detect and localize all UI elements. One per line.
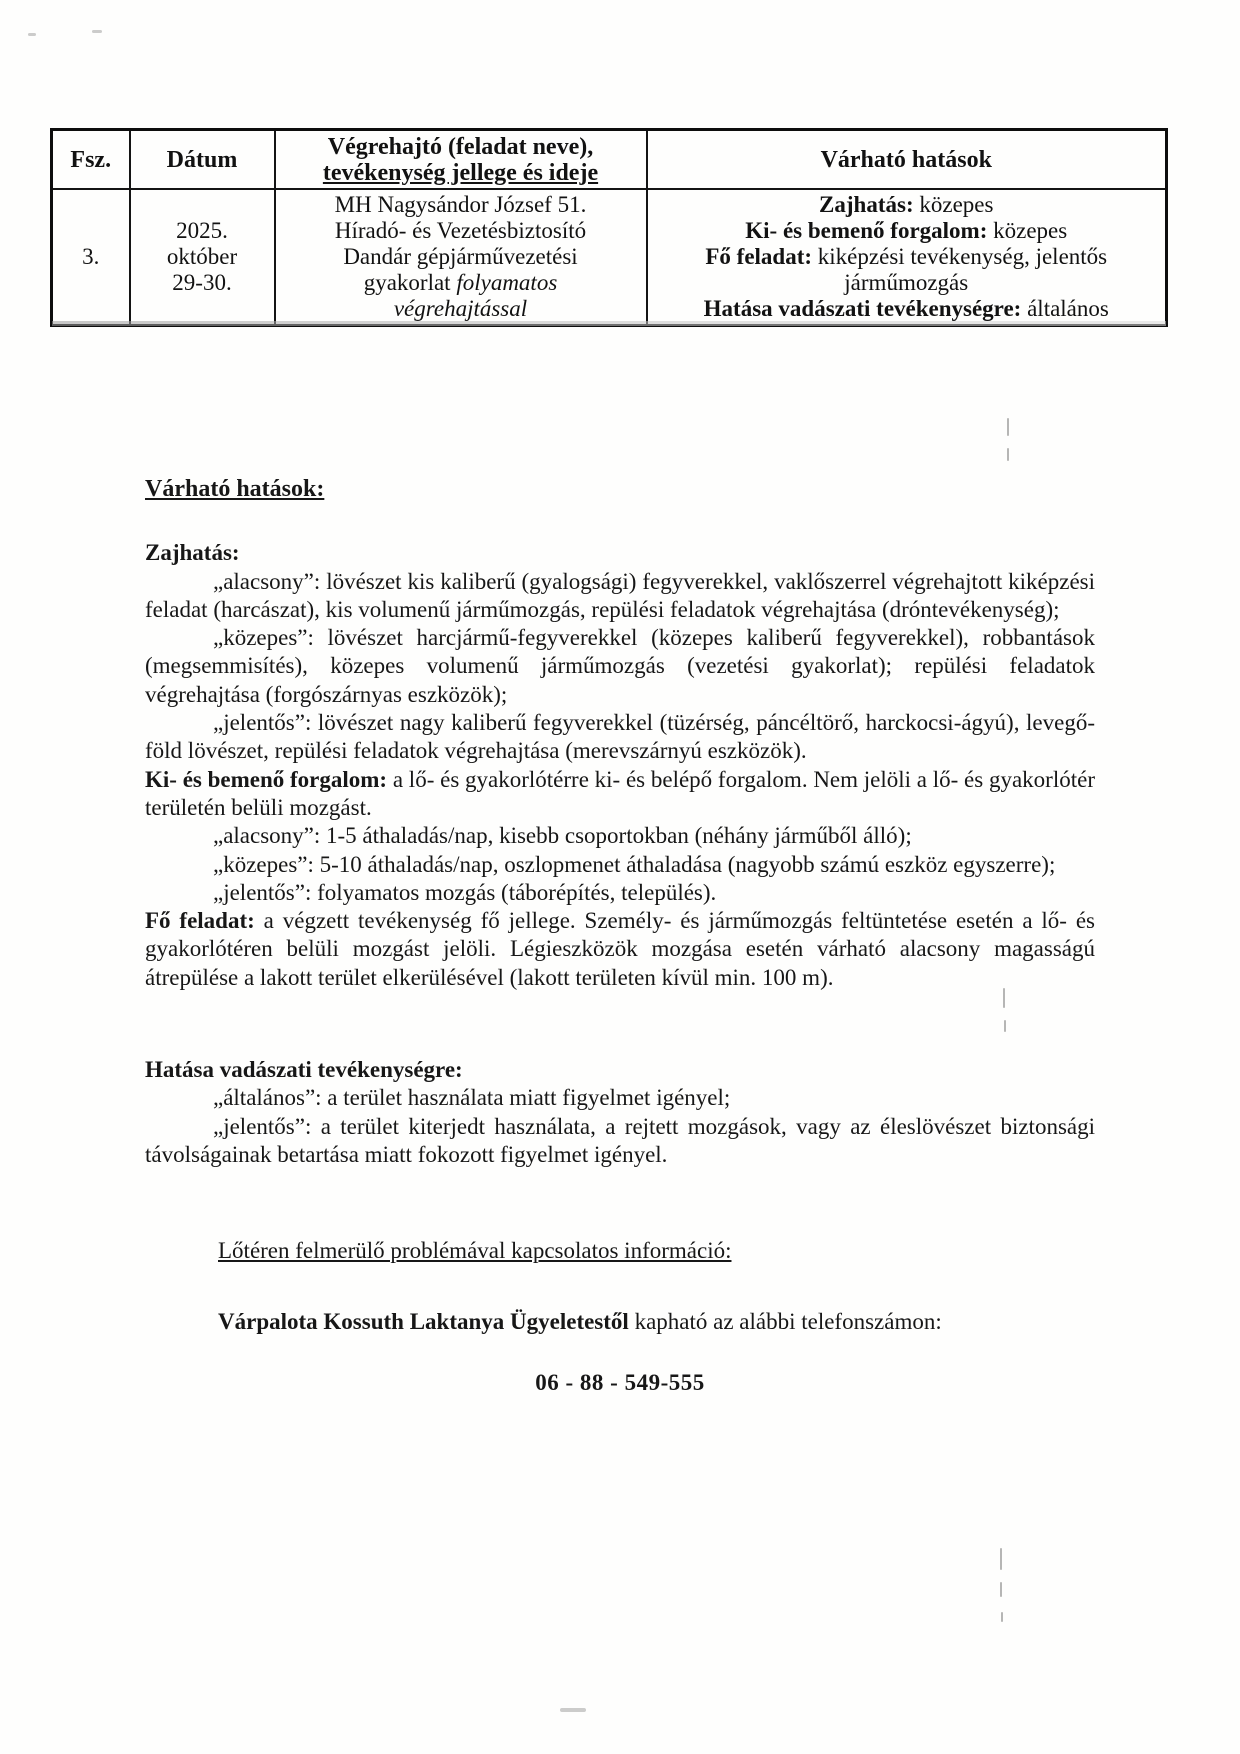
- effect-line: [654, 296, 1160, 322]
- cell-executor: [275, 189, 647, 326]
- effect-label: Ki- és bemenő forgalom:: [745, 218, 988, 243]
- scan-artifact: [1000, 1582, 1002, 1597]
- effect-line: [654, 218, 1160, 244]
- executor-line: Híradó- és Vezetésbiztosító: [334, 218, 587, 243]
- zajhatas-paragraph-kozepes: „közepes”: lövészet harcjármű-fegyverekkel (közepes kaliberű fegyverekkel), robbantások (megsemmisítés), közepes volumenű járműmozgás (vezetési gyakorlat); repülési feladatok végrehajtása (forgószárnyas eszközök);: [145, 625, 1095, 707]
- heading-forgalom: Ki- és bemenő forgalom:: [145, 766, 388, 792]
- effect-line: [654, 192, 1160, 218]
- vadaszat-item-jelentos: „jelentős”: a terület kiterjedt használata, a rejtett mozgások, vagy az éleslövészet biztonsági távolságainak betartása miatt fokozott figyelmet igényel.: [145, 1113, 1095, 1167]
- scan-speck: [28, 33, 36, 36]
- header-executor-line1: Végrehajtó (feladat neve),: [327, 133, 594, 160]
- executor-line: MH Nagysándor József 51.: [334, 192, 587, 217]
- zajhatas-paragraph-alacsony: „alacsony”: lövészet kis kaliberű (gyalogsági) fegyverekkel, vaklőszerrel végrehajtott kiképzési feladat (harcászat), kis volumenű járműmozgás, repülési feladatok végrehajtása (dróntevékenység);: [145, 568, 1095, 622]
- forgalom-item-jelentos: „jelentős”: folyamatos mozgás (táborépítés, település).: [213, 879, 717, 905]
- info-heading: Lőtéren felmerülő problémával kapcsolatos információ:: [218, 1238, 732, 1264]
- schedule-table: [50, 128, 1168, 327]
- effect-value: általános: [1021, 296, 1109, 321]
- cell-effects: [647, 189, 1167, 326]
- effect-label: Zajhatás:: [819, 192, 914, 217]
- executor-line: [282, 296, 640, 322]
- cell-datum: [130, 189, 275, 326]
- scan-artifact: [1000, 1548, 1002, 1570]
- vadaszat-item-altalanos: „általános”: a terület használata miatt figyelmet igényel;: [213, 1085, 731, 1111]
- fo-feladat-paragraph: [145, 907, 1095, 992]
- phone-number: 06 - 88 - 549-555: [535, 1369, 705, 1395]
- forgalom-item-alacsony: „alacsony”: 1-5 áthaladás/nap, kisebb csoportokban (néhány járműből álló);: [213, 823, 912, 849]
- zajhatas-paragraph-jelentos: „jelentős”: lövészet nagy kaliberű fegyverekkel (tüzérség, páncéltörő, harckocsi-ágyú), levegő-föld lövészet, repülési feladatok végrehajtása (merevszárnyú eszközök).: [145, 710, 1095, 764]
- effect-line: [654, 244, 1160, 296]
- executor-line: [282, 270, 640, 296]
- executor-italic-text: végrehajtással: [393, 296, 528, 321]
- contact-line: [218, 1308, 1095, 1336]
- forgalom-lead-text: a lő- és gyakorlótérre ki- és belépő forgalom. Nem jelöli a lő- és gyakorlótér területén belüli mozgást.: [145, 766, 1095, 820]
- scan-artifact: [1007, 418, 1009, 436]
- executor-line: Dandár gépjárművezetési: [343, 244, 578, 269]
- contact-text: kapható az alábbi telefonszámon:: [628, 1308, 942, 1334]
- header-executor: [275, 130, 647, 190]
- executor-italic-text: folyamatos: [456, 270, 558, 295]
- fo-feladat-text: a végzett tevékenység fő jellege. Személy- és járműmozgás feltüntetése esetén a lő- és gyakorlótéren belüli mozgást jelöli. Légieszközök mozgása esetén várható alacsony magasságú átrepülése a lakott terület elkerülésével (lakott területen kívül min. 100 m).: [145, 908, 1095, 990]
- datum-line: 2025.: [176, 218, 228, 243]
- heading-fo-feladat: Fő feladat:: [145, 908, 255, 934]
- effect-value: kiképzési tevékenység, jelentős járműmozgás: [812, 244, 1108, 295]
- table-scan-shadow: [52, 321, 1166, 326]
- section-title-varhato-hatasok: Várható hatások:: [145, 476, 325, 502]
- datum-line: 29-30.: [172, 270, 232, 295]
- header-executor-line2: tevékenység jellege és ideje: [322, 159, 599, 186]
- heading-zajhatas: Zajhatás:: [145, 540, 240, 566]
- cell-fsz: 3.: [52, 189, 130, 326]
- scan-speck: [560, 1708, 586, 1712]
- effect-value: közepes: [913, 192, 994, 217]
- table-header-row: [52, 130, 1167, 190]
- scan-artifact: [1004, 1020, 1006, 1032]
- datum-line: október: [166, 244, 238, 269]
- header-datum: Dátum: [130, 130, 275, 190]
- effect-value: közepes: [987, 218, 1068, 243]
- forgalom-lead-paragraph: [145, 766, 1095, 823]
- forgalom-item-kozepes: „közepes”: 5-10 áthaladás/nap, oszlopmenet áthaladása (nagyobb számú eszköz egyszerre);: [213, 851, 1056, 877]
- executor-plain-text: gyakorlat: [363, 270, 457, 295]
- table-row: [52, 189, 1167, 326]
- heading-vadaszat: Hatása vadászati tevékenységre:: [145, 1057, 463, 1083]
- effect-label: Fő feladat:: [705, 244, 813, 269]
- scan-speck: [92, 30, 102, 33]
- effect-label: Hatása vadászati tevékenységre:: [703, 296, 1022, 321]
- header-effects: Várható hatások: [647, 130, 1167, 190]
- contact-name: Várpalota Kossuth Laktanya Ügyeletestől: [218, 1308, 629, 1334]
- header-fsz: Fsz.: [52, 130, 130, 190]
- scan-artifact: [1003, 988, 1005, 1008]
- scan-artifact: [1007, 448, 1009, 461]
- scan-artifact: [1001, 1612, 1003, 1622]
- document-body: [145, 475, 1095, 1420]
